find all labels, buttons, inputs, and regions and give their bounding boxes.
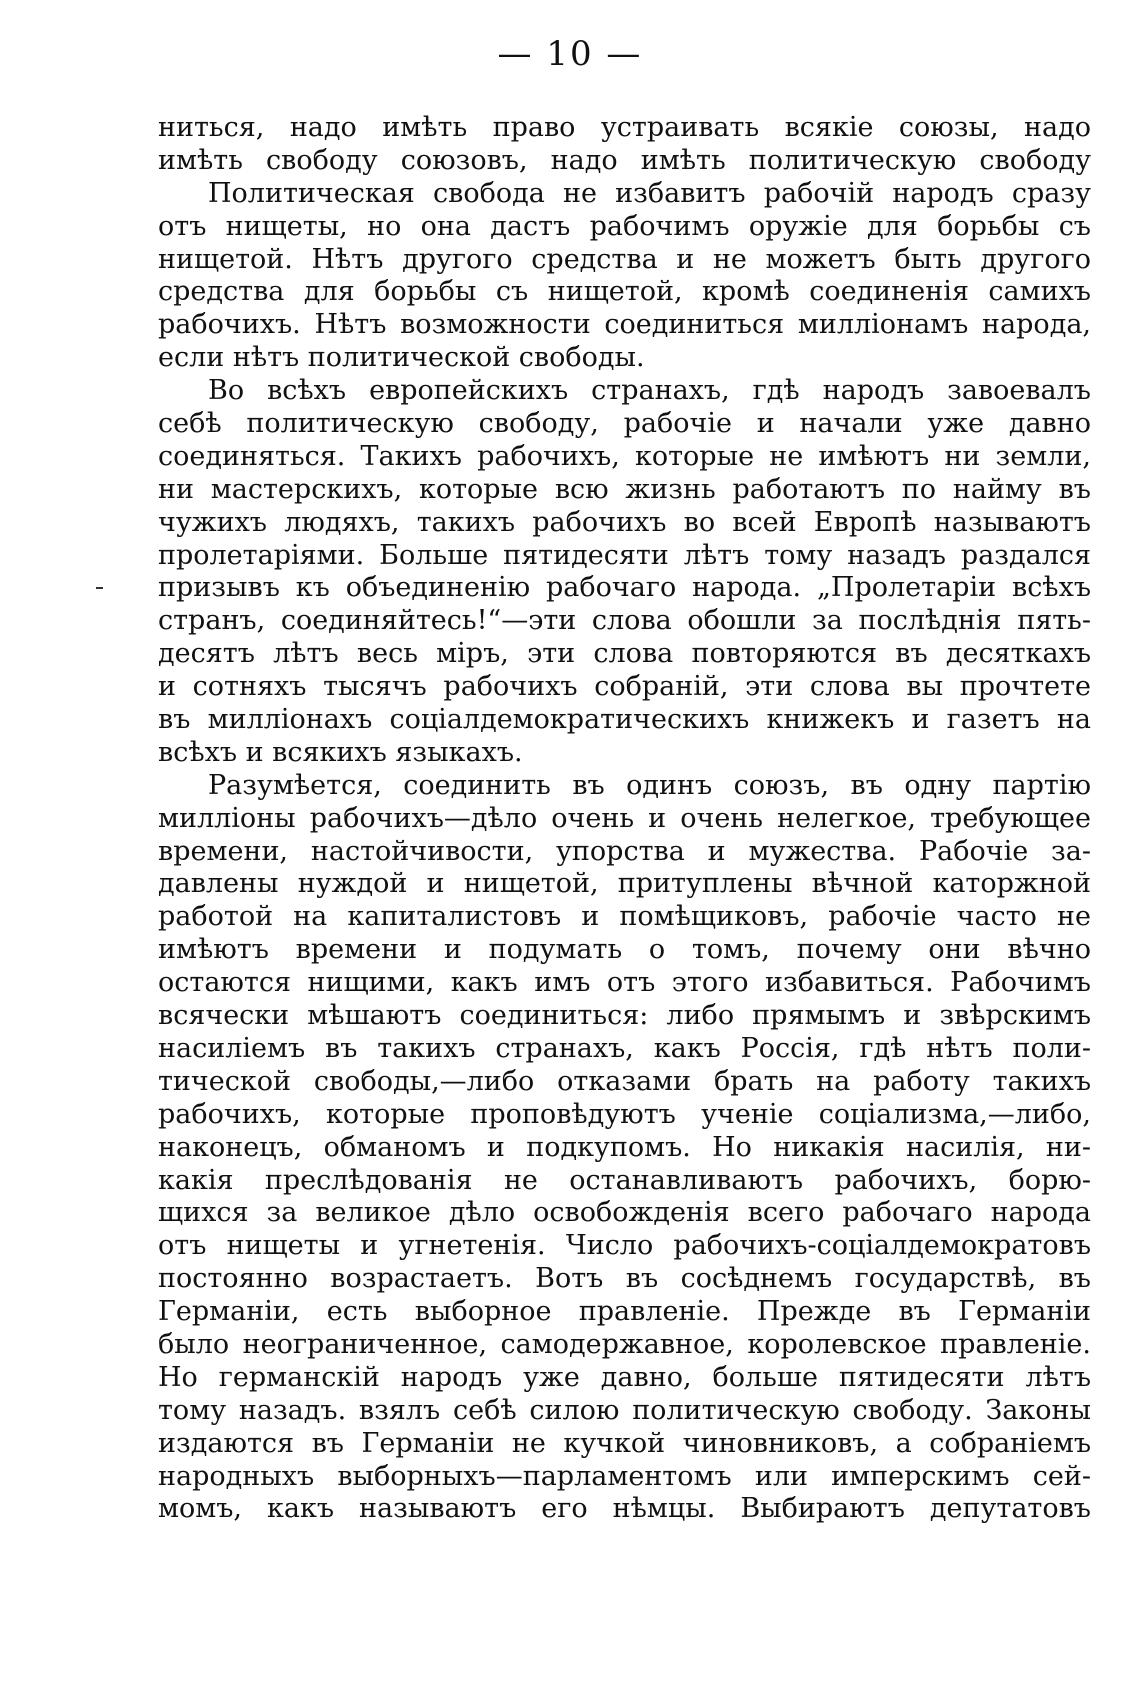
text-line: рабочихъ. Нѣтъ возможности соединиться милліонамъ народа, — [158, 309, 1091, 341]
text-line: ниться, надо имѣть право устраивать всякіе союзы, надо — [158, 112, 1091, 143]
paragraph-2 — [158, 178, 1091, 375]
text-line: нищетой. Нѣтъ другого средства и не можетъ быть другого — [158, 243, 1091, 275]
text-line: соединяться. Такихъ рабочихъ, которые не имѣютъ ни земли, — [158, 440, 1091, 472]
text-line: Во всѣхъ европейскихъ странахъ, гдѣ народъ завоевалъ — [208, 375, 1091, 407]
text-line: насиліемъ въ такихъ странахъ, какъ Россія, гдѣ нѣтъ поли- — [158, 1032, 1091, 1064]
text-line: отъ нищеты, но она дастъ рабочимъ оружіе для борьбы съ — [158, 210, 1091, 242]
text-line: себѣ политическую свободу, рабочіе и начали уже давно — [158, 408, 1091, 440]
text-line: и сотняхъ тысячъ рабочихъ собраній, эти слова вы прочтете — [158, 671, 1091, 703]
paragraph-4 — [158, 770, 1091, 1526]
text-line: десятъ лѣтъ весь міръ, эти слова повторяются въ десяткахъ — [158, 638, 1091, 670]
text-line: средства для борьбы съ нищетой, кромѣ соединенія самихъ — [158, 276, 1091, 308]
text-line: Германіи, есть выборное правленіе. Прежде въ Германіи — [158, 1296, 1091, 1328]
text-line: Политическая свобода не избавитъ рабочій народъ сразу — [208, 177, 1091, 209]
margin-mark — [96, 587, 103, 589]
text-line: отъ нищеты и угнетенія. Число рабочихъ-соціалдемократовъ — [158, 1230, 1091, 1262]
text-line: имѣютъ времени и подумать о томъ, почему они вѣчно — [158, 934, 1091, 966]
text-line: издаются въ Германіи не кучкой чиновниковъ, а собраніемъ — [158, 1427, 1091, 1459]
text-line: пролетаріями. Больше пятидесяти лѣтъ тому назадъ раздался — [158, 539, 1091, 571]
text-line: Но германскій народъ уже давно, больше пятидесяти лѣтъ — [158, 1361, 1091, 1393]
text-line: чужихъ людяхъ, такихъ рабочихъ во всей Европѣ называютъ — [158, 506, 1091, 538]
text-line: ни мастерскихъ, которые всю жизнь работаютъ по найму въ — [158, 473, 1091, 505]
text-line: наконецъ, обманомъ и подкупомъ. Но никакія насилія, ни- — [158, 1131, 1091, 1163]
text-line: щихся за великое дѣло освобожденія всего рабочаго народа — [158, 1197, 1091, 1229]
text-line: работой на капиталистовъ и помѣщиковъ, рабочіе часто не — [158, 901, 1091, 933]
text-line: времени, настойчивости, упорства и мужества. Рабочіе за- — [158, 835, 1091, 867]
text-line: если нѣтъ политической свободы. — [158, 342, 645, 374]
text-line: тической свободы,—либо отказами брать на работу такихъ — [158, 1065, 1091, 1097]
text-line: остаются нищими, какъ имъ отъ этого избавиться. Рабочимъ — [158, 967, 1091, 999]
text-line: момъ, какъ называютъ его нѣмцы. Выбираютъ депутатовъ — [158, 1493, 1091, 1525]
text-line: всѣхъ и всякихъ языкахъ. — [158, 736, 523, 768]
text-line: милліоны рабочихъ—дѣло очень и очень нелегкое, требующее — [158, 802, 1091, 834]
text-line: странъ, соединяйтесь!“—эти слова обошли за послѣднія пять- — [158, 605, 1091, 637]
text-line: всячески мѣшаютъ соединиться: либо прямымъ и звѣрскимъ — [158, 1000, 1091, 1032]
text-line: имѣть свободу союзовъ, надо имѣть политическую свободу — [158, 144, 1091, 176]
text-line: было неограниченное, самодержавное, королевское правленіе. — [158, 1328, 1091, 1360]
paragraph-1 — [158, 112, 1091, 178]
text-line: какія преслѣдованія не останавливаютъ рабочихъ, борю- — [158, 1164, 1091, 1196]
text-line: народныхъ выборныхъ—парламентомъ или имперскимъ сей- — [158, 1460, 1091, 1492]
text-line: постоянно возрастаетъ. Вотъ въ сосѣднемъ государствѣ, въ — [158, 1263, 1091, 1295]
text-line: тому назадъ. взялъ себѣ силою политическую свободу. Законы — [158, 1394, 1091, 1426]
text-line: давлены нуждой и нищетой, притуплены вѣчной каторжной — [158, 868, 1091, 900]
paragraph-3 — [158, 375, 1091, 770]
text-line: рабочихъ, которые проповѣдуютъ ученіе соціализма,—либо, — [158, 1098, 1091, 1130]
text-line: въ милліонахъ соціалдемократическихъ книжекъ и газетъ на — [158, 704, 1091, 736]
page-number: — 10 — — [497, 34, 643, 74]
text-line: призывъ къ объединенію рабочаго народа. „Пролетаріи всѣхъ — [158, 572, 1091, 604]
body-text — [158, 112, 1091, 1526]
text-line: Разумѣется, соединить въ одинъ союзъ, въ одну партію — [208, 769, 1091, 801]
